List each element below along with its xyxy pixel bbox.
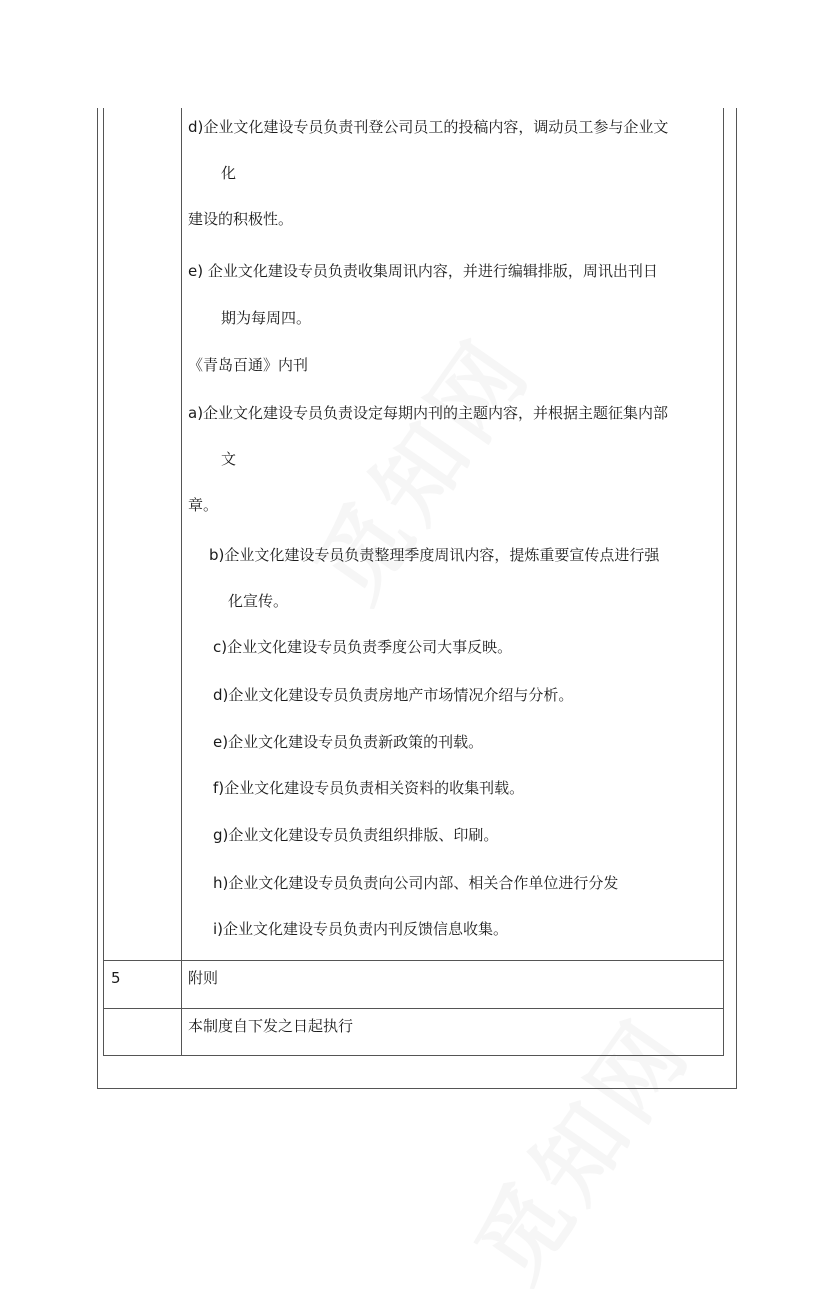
content-line: g)企业文化建设专员负责组织排版、印刷。 (213, 826, 499, 844)
content-line: d)企业文化建设专员负责刊登公司员工的投稿内容，调动员工参与企业文 (188, 118, 669, 136)
closing-text: 本制度自下发之日起执行 (188, 1017, 354, 1035)
content-line: c)企业文化建设专员负责季度公司大事反映。 (213, 638, 513, 656)
content-line: e)企业文化建设专员负责新政策的刊载。 (213, 733, 484, 751)
content-line: 化 (221, 164, 237, 182)
content-line: e) 企业文化建设专员负责收集周讯内容，并进行编辑排版，周讯出刊日 (188, 262, 658, 280)
content-line: i)企业文化建设专员负责内刊反馈信息收集。 (213, 920, 509, 938)
content-line: 化宣传。 (228, 592, 289, 610)
section-title: 附则 (188, 969, 219, 987)
section-heading: 《青岛百通》内刊 (188, 356, 309, 374)
content-line: h)企业文化建设专员负责向公司内部、相关合作单位进行分发 (213, 874, 619, 892)
document-table (103, 108, 724, 1056)
row-divider (103, 960, 724, 961)
content-line: a)企业文化建设专员负责设定每期内刊的主题内容，并根据主题征集内部 (188, 404, 669, 422)
content-line: 章。 (188, 496, 219, 514)
section-number: 5 (111, 969, 121, 987)
content-line: b)企业文化建设专员负责整理季度周讯内容，提炼重要宣传点进行强 (209, 546, 660, 564)
column-divider (181, 108, 182, 1056)
row-divider (103, 1008, 724, 1009)
content-line: 文 (221, 450, 237, 468)
content-line: 期为每周四。 (221, 309, 312, 327)
content-line: f)企业文化建设专员负责相关资料的收集刊载。 (213, 779, 525, 797)
content-line: 建设的积极性。 (188, 210, 294, 228)
content-line: d)企业文化建设专员负责房地产市场情况介绍与分析。 (213, 686, 574, 704)
